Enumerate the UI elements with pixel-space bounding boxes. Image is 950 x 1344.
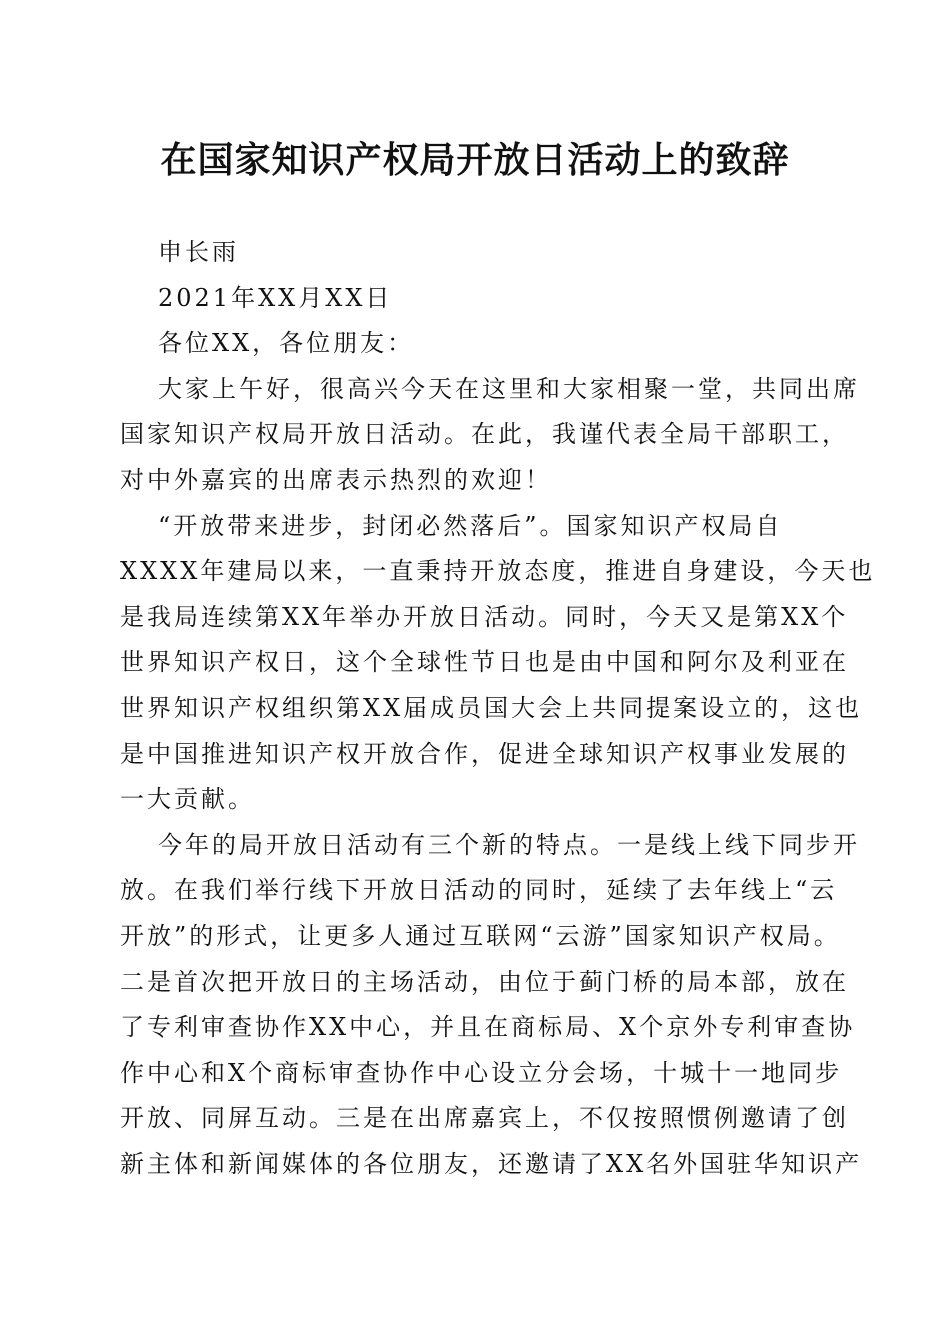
salutation-line: 各位XX，各位朋友： bbox=[158, 329, 415, 358]
paragraph-line: XXXX年建局以来，一直秉持开放态度，推进自身建设，今天也 bbox=[120, 557, 876, 586]
date-line: 2021年XX月XX日 bbox=[158, 283, 393, 312]
paragraph-line: 对中外嘉宾的出席表示热烈的欢迎！ bbox=[120, 465, 552, 494]
paragraph-line: “开放带来进步，封闭必然落后”。国家知识产权局自 bbox=[158, 511, 783, 540]
paragraph-line: 新主体和新闻媒体的各位朋友，还邀请了XX名外国驻华知识产 bbox=[120, 1149, 863, 1178]
paragraph-line: 一大贡献。 bbox=[120, 785, 255, 814]
paragraph-line: 放。在我们举行线下开放日活动的同时，延续了去年线上“云 bbox=[120, 876, 838, 905]
author-line: 申长雨 bbox=[158, 238, 239, 266]
paragraph-line: 是我局连续第XX年举办开放日活动。同时，今天又是第XX个 bbox=[120, 602, 849, 631]
paragraph-line: 了专利审查协作XX中心，并且在商标局、X个京外专利审查协 bbox=[120, 1013, 856, 1042]
paragraph-line: 开放”的形式，让更多人通过互联网“云游”国家知识产权局。 bbox=[120, 921, 841, 950]
paragraph-line: 二是首次把开放日的主场活动，由位于蓟门桥的局本部，放在 bbox=[120, 967, 849, 996]
paragraph-line: 大家上午好，很高兴今天在这里和大家相聚一堂，共同出席 bbox=[158, 374, 860, 403]
paragraph bbox=[120, 504, 876, 823]
paragraph bbox=[120, 823, 863, 1188]
document-title: 在国家知识产权局开放日活动上的致辞 bbox=[160, 139, 790, 181]
paragraph-line: 国家知识产权局开放日活动。在此，我谨代表全局干部职工， bbox=[120, 420, 849, 449]
document-body bbox=[120, 230, 876, 1187]
paragraph-line: 世界知识产权组织第XX届成员国大会上共同提案设立的，这也 bbox=[120, 693, 863, 722]
paragraph-line: 是中国推进知识产权开放合作，促进全球知识产权事业发展的 bbox=[120, 739, 849, 768]
paragraph-line: 开放、同屏互动。三是在出席嘉宾上，不仅按照惯例邀请了创 bbox=[120, 1104, 849, 1133]
paragraph-line: 今年的局开放日活动有三个新的特点。一是线上线下同步开 bbox=[158, 830, 860, 859]
paragraph-line: 世界知识产权日，这个全球性节日也是由中国和阿尔及利亚在 bbox=[120, 648, 849, 677]
paragraph bbox=[120, 367, 860, 504]
paragraph-line: 作中心和X个商标审查协作中心设立分会场，十城十一地同步 bbox=[120, 1058, 843, 1087]
